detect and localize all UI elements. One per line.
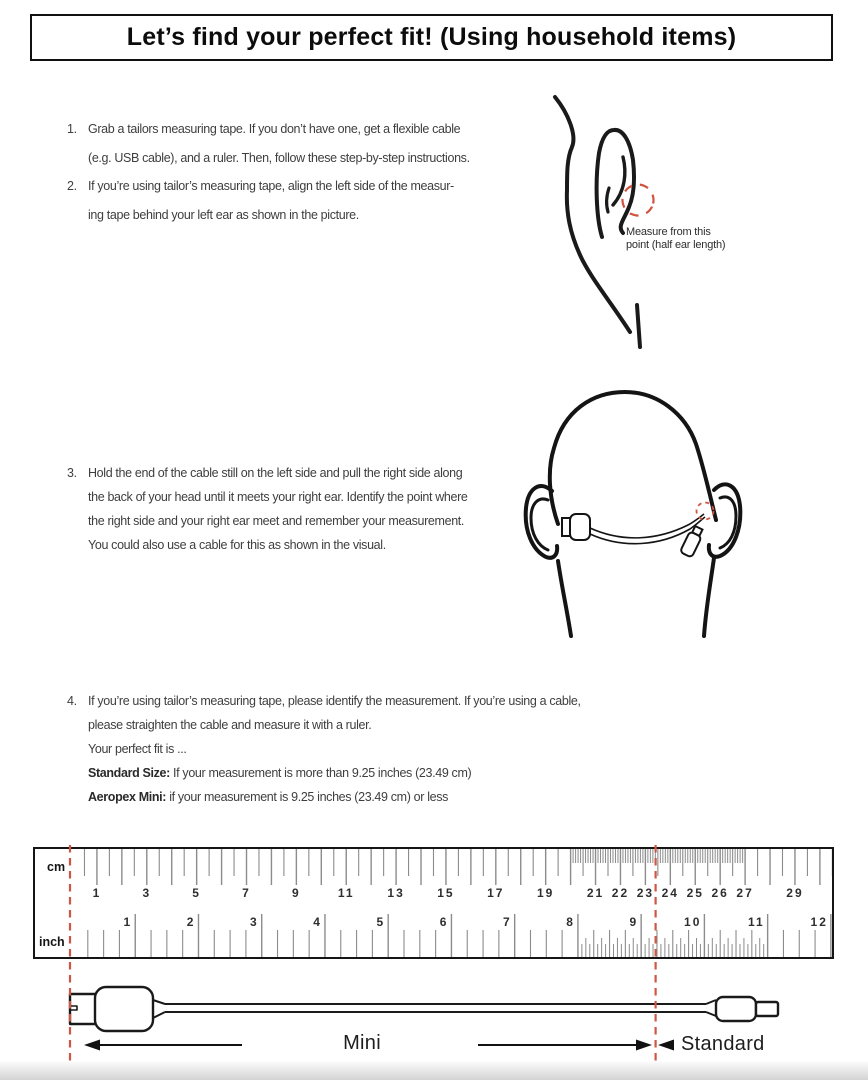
ear-inner-ridge bbox=[613, 157, 625, 205]
cm-tick-label: 26 bbox=[711, 886, 729, 900]
step-2 bbox=[67, 172, 454, 229]
step-number: 3. bbox=[67, 466, 77, 480]
text-line: the right side and your right ear meet and remember your measurement. bbox=[88, 513, 465, 528]
text-line: Hold the end of the cable still on the left side and pull the right side along bbox=[88, 466, 463, 480]
right-ear-inner bbox=[720, 497, 736, 548]
cm-tick-label: 19 bbox=[536, 886, 555, 900]
step-3 bbox=[67, 462, 468, 558]
ruler-ticks bbox=[35, 849, 832, 957]
fit-mini-rule bbox=[88, 786, 581, 810]
cm-tick-label: 29 bbox=[786, 886, 804, 900]
jaw-line bbox=[637, 305, 640, 347]
cm-tick-label: 7 bbox=[242, 886, 251, 900]
cm-tick-label: 24 bbox=[661, 886, 679, 900]
step-4-lines bbox=[88, 690, 581, 738]
usb-a-shield-notch bbox=[70, 1006, 77, 1010]
cm-tick-label: 22 bbox=[611, 886, 630, 900]
cm-tick-label: 11 bbox=[337, 886, 355, 900]
cm-tick-label: 1 bbox=[92, 886, 102, 900]
text-line: please straighten the cable and measure it with a ruler. bbox=[88, 717, 372, 732]
step-4 bbox=[67, 690, 581, 810]
micro-usb-tip bbox=[756, 1002, 778, 1016]
step-text bbox=[88, 115, 470, 172]
inch-tick-label: 1 bbox=[123, 915, 133, 929]
standard-range-label: Standard bbox=[681, 1033, 765, 1055]
fit-standard-text: If your measurement is more than 9.25 inches (23.49 cm) bbox=[169, 765, 472, 780]
fit-standard-rule bbox=[88, 762, 581, 786]
text-line: ing tape behind your left ear as shown in the picture. bbox=[88, 207, 359, 222]
text-line: (e.g. USB cable), and a ruler. Then, follow these step-by-step instructions. bbox=[88, 150, 470, 165]
step-text bbox=[88, 462, 468, 558]
fit-intro: Your perfect fit is ... bbox=[88, 741, 187, 756]
cable-around-head-top bbox=[590, 514, 704, 538]
text-line: the back of your head until it meets your right ear. Identify the point where bbox=[88, 489, 468, 504]
left-neck-line bbox=[558, 561, 571, 636]
step-text bbox=[88, 172, 454, 229]
standard-arrowhead bbox=[658, 1040, 674, 1051]
micro-usb-body bbox=[716, 997, 756, 1021]
left-ear-outline bbox=[526, 486, 557, 558]
step-number: 1. bbox=[67, 122, 77, 136]
inch-tick-label: 9 bbox=[629, 915, 639, 929]
cm-tick-label: 15 bbox=[437, 886, 455, 900]
cm-tick-label: 23 bbox=[636, 886, 655, 900]
text-line: You could also use a cable for this as shown in the visual. bbox=[88, 537, 386, 552]
cable-neck-right bbox=[706, 1000, 716, 1016]
cm-tick-label: 5 bbox=[192, 886, 201, 900]
right-ear-outline bbox=[709, 484, 740, 556]
cm-tick-label: 13 bbox=[387, 886, 405, 900]
micro-usb-dangling bbox=[680, 525, 705, 558]
text-line: point (half ear length) bbox=[626, 239, 726, 251]
fit-mini-text: if your measurement is 9.25 inches (23.49 cm) or less bbox=[166, 789, 449, 804]
inch-tick-label: 7 bbox=[502, 915, 512, 929]
step-1 bbox=[67, 115, 470, 172]
title-banner bbox=[30, 14, 833, 61]
step-text bbox=[88, 690, 581, 810]
page-title: Let’s find your perfect fit! (Using household items) bbox=[126, 23, 737, 51]
step-number: 2. bbox=[67, 179, 77, 193]
text-line: Measure from this bbox=[626, 226, 711, 238]
text-line: Grab a tailors measuring tape. If you don’t have one, get a flexible cable bbox=[88, 122, 461, 136]
cm-tick-label: 17 bbox=[487, 886, 505, 900]
fit-standard-label: Standard Size: bbox=[88, 765, 170, 780]
arrowhead-left bbox=[84, 1040, 100, 1051]
inch-tick-label: 5 bbox=[376, 915, 386, 929]
ear-side-illustration bbox=[528, 85, 758, 355]
inch-tick-label: 2 bbox=[186, 915, 196, 929]
cm-tick-label: 27 bbox=[736, 886, 754, 900]
inch-tick-label: 3 bbox=[250, 915, 259, 929]
cm-tick-label: 9 bbox=[292, 886, 301, 900]
inch-tick-label: 10 bbox=[684, 915, 702, 929]
usb-a-shield bbox=[70, 994, 97, 1024]
usb-a-body bbox=[95, 987, 153, 1031]
usb-a-shield bbox=[562, 518, 571, 536]
left-ear-inner bbox=[531, 499, 548, 550]
ruler-unit-inch: inch bbox=[39, 935, 65, 949]
inch-tick-label: 8 bbox=[566, 915, 575, 929]
ruler-unit-cm: cm bbox=[47, 860, 66, 874]
text-line: If you’re using tailor’s measuring tape, please identify the measurement. If you’re using a cable, bbox=[88, 694, 581, 708]
inch-tick-label: 4 bbox=[313, 915, 322, 929]
mini-range-label: Mini bbox=[343, 1032, 381, 1054]
cable-around-head-bottom bbox=[590, 517, 705, 544]
inch-tick-label: 6 bbox=[439, 915, 449, 929]
cm-tick-label: 21 bbox=[586, 886, 605, 900]
inch-tick-label: 11 bbox=[747, 915, 765, 929]
fit-mini-label: Aeropex Mini: bbox=[88, 789, 167, 804]
usb-a-body bbox=[570, 514, 590, 540]
text-line: If you’re using tailor’s measuring tape, align the left side of the measur- bbox=[88, 179, 454, 193]
measure-point-marker bbox=[617, 179, 658, 220]
bottom-fade bbox=[0, 1060, 868, 1080]
cm-tick-label: 25 bbox=[686, 886, 704, 900]
meeting-point-marker bbox=[697, 503, 714, 520]
arrowhead-right bbox=[636, 1040, 652, 1051]
head-profile-line bbox=[555, 97, 630, 332]
back-of-head-illustration bbox=[518, 378, 783, 663]
cable-neck-left bbox=[153, 1000, 165, 1018]
ear-outline bbox=[597, 130, 634, 237]
measure-point-callout bbox=[626, 226, 725, 252]
head-outline bbox=[550, 392, 716, 524]
cm-tick-label: 3 bbox=[142, 886, 152, 900]
ruler bbox=[33, 847, 834, 959]
right-neck-line bbox=[704, 558, 714, 636]
ear-inner-arc bbox=[607, 188, 609, 212]
inch-tick-label: 12 bbox=[810, 915, 828, 929]
step-number: 4. bbox=[67, 694, 77, 708]
